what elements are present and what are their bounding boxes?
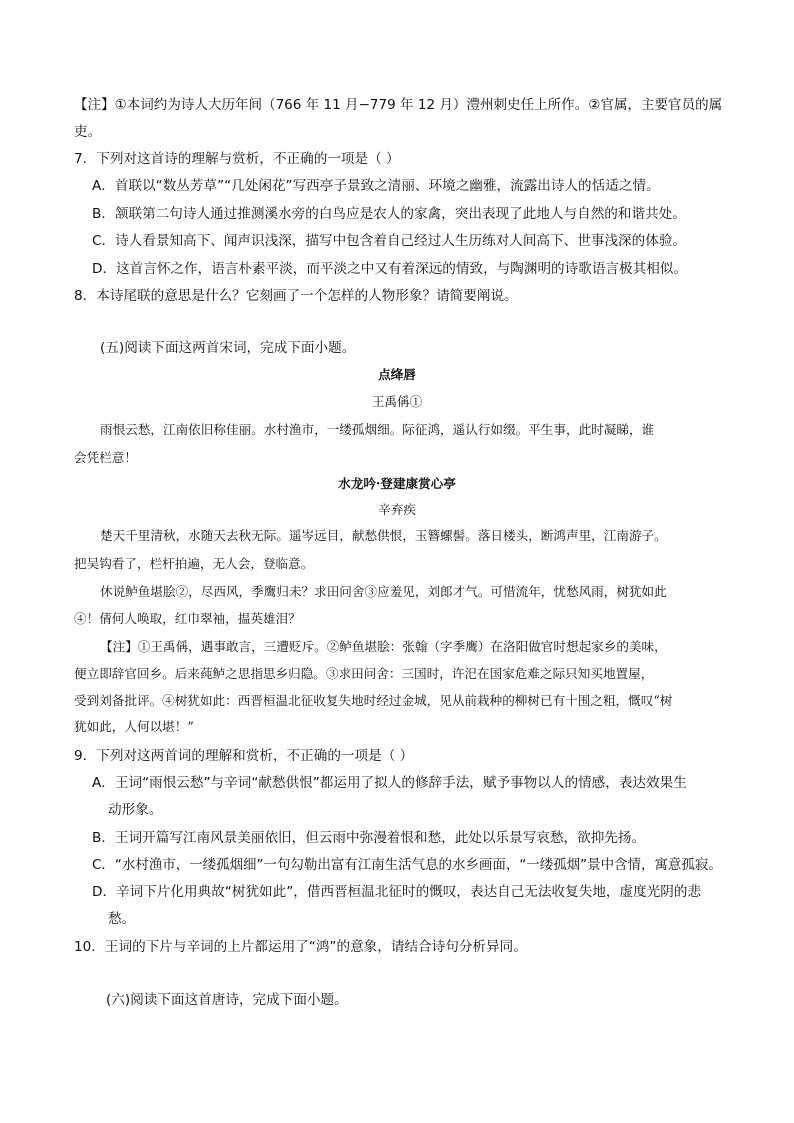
question-8-stem: 8．本诗尾联的意思是什么？它刻画了一个怎样的人物形象？请简要阐说。: [74, 288, 518, 304]
note-paragraph-line: 【注】①本词约为诗人大历年间（766 年 11 月−779 年 12 月）澧州刺史任上所作。②官属，主要官员的属: [74, 97, 723, 113]
question-10-stem: 10．王词的下片与辛词的上片都运用了“鸿”的意象，请结合诗句分析异同。: [74, 939, 527, 955]
question-9-option-a-cont: 动形象。: [108, 802, 163, 818]
note-paragraph-line: 吏。: [74, 124, 102, 140]
question-7-stem: 7．下列对这首诗的理解与赏析，不正确的一项是（ ）: [74, 151, 400, 167]
question-7-option-b: B．颔联第二句诗人通过推测溪水旁的白鸟应是农人的家禽，突出表现了此地人与自然的和谐共处。: [92, 206, 686, 222]
question-9-option-d-cont: 愁。: [108, 911, 136, 927]
question-9-option-a: A．王词“雨恨云愁”与辛词“献愁供恨”都运用了拟人的修辞手法，赋予事物以人的情感，表达效果生: [92, 775, 687, 791]
question-7-option-a: A．首联以“数丛芳草”“几处闲花”写西亭子景致之清丽、环境之幽雅，流露出诗人的恬适之情。: [92, 178, 660, 194]
poem-1-author: 王禹偁①: [371, 394, 423, 409]
poem-1-text-line: 雨恨云愁，江南依旧称佳丽。水村渔市，一缕孤烟细。际征鸿，遥认行如缀。平生事，此时凝睇，谁: [100, 422, 655, 437]
note-2-line: 犹如此，人何以堪！”: [74, 719, 194, 734]
question-7-option-d: D．这首言怀之作，语言朴素平淡，而平淡之中又有着深远的情致，与陶渊明的诗歌语言极其相似。: [92, 261, 687, 277]
note-2-line: 【注】①王禹偁，遇事敢言，三遭贬斥。②鲈鱼堪脍：张翰（字季鹰）在洛阳做官时想起家乡的美味，: [100, 639, 667, 654]
section-6-intro: (六)阅读下面这首唐诗，完成下面小题。: [106, 992, 348, 1008]
question-9-option-d: D．辛词下片化用典故“树犹如此”，借西晋桓温北征时的慨叹，表达自己无法收复失地，虚度光阴的悲: [92, 884, 702, 900]
question-9-stem: 9．下列对这两首词的理解和赏析，不正确的一项是（ ）: [74, 748, 414, 764]
poem-2-author: 辛弃疾: [378, 502, 416, 517]
note-2-line: 便立即辞官回乡。后来莼鲈之思指思乡归隐。③求田问舍：三国时，许汜在国家危难之际只知买地置屋，: [74, 666, 654, 681]
question-9-option-b: B．王词开篇写江南风景美丽依旧，但云雨中弥漫着恨和愁，此处以乐景写哀愁，欲抑先扬。: [92, 830, 646, 846]
poem-2-title: 水龙吟·登建康赏心亭: [338, 476, 456, 491]
poem-2-text-line: 楚天千里清秋，水随天去秋无际。遥岑远目，献愁供恨，玉簪螺髻。落日楼头，断鸿声里，江南游子。: [100, 528, 667, 543]
question-7-option-c: C．诗人看景知高下、闻声识浅深，描写中包含着自己经过人生历练对人间高下、世事浅深的体验。: [92, 233, 687, 249]
poem-1-text-line: 会凭栏意！: [74, 450, 137, 465]
question-9-option-c: C．“水村渔市，一缕孤烟细”一句勾勒出富有江南生活气息的水乡画面，“一缕孤烟”景中含情，寓意孤寂。: [92, 857, 722, 873]
poem-2-text-line: ④！倩何人唤取，红巾翠袖，揾英雄泪？: [74, 611, 301, 626]
note-2-line: 受到刘备批评。④树犹如此：西晋桓温北征收复失地时经过金城，见从前栽种的柳树已有十围之粗，慨叹“树: [74, 693, 673, 708]
section-5-intro: (五)阅读下面这两首宋词，完成下面小题。: [100, 340, 356, 356]
poem-1-title: 点绛唇: [378, 367, 416, 382]
poem-2-text-line: 休说鲈鱼堪脍②，尽西风，季鹰归未？求田问舍③应羞见，刘郎才气。可惜流年，忧愁风雨，树犹如此: [100, 584, 667, 599]
poem-2-text-line: 把吴钩看了，栏杆拍遍，无人会，登临意。: [74, 556, 314, 571]
